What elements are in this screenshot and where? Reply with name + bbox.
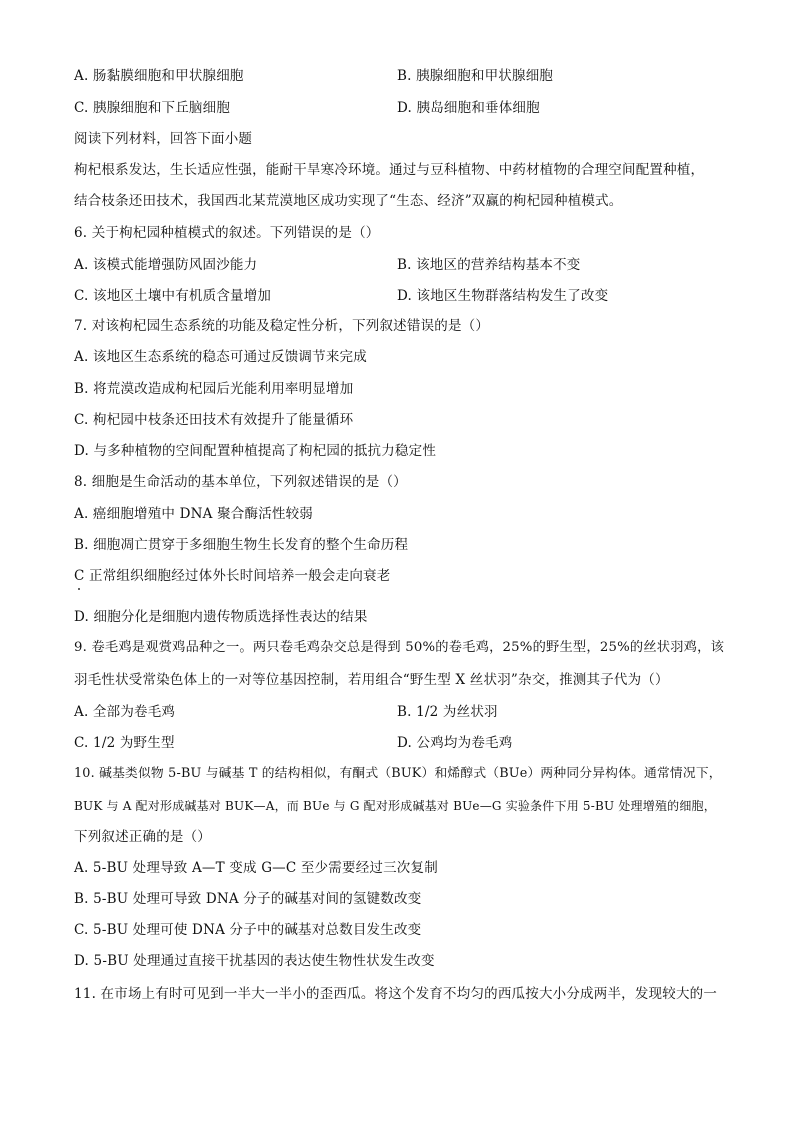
passage-line-1: 枸杞根系发达，生长适应性强，能耐干旱寒冷环境。通过与豆科植物、中药材植物的合理空间配置种植， <box>74 162 705 178</box>
q6-option-d: D. 该地区生物群落结构发生了改变 <box>397 288 609 304</box>
q9-stem-line-1: 9. 卷毛鸡是观赏鸡品种之一。两只卷毛鸡杂交总是得到 50%的卷毛鸡，25%的野生型，25%的丝状羽鸡，该 <box>74 640 725 655</box>
q5-option-a: A. 肠黏膜细胞和甲状腺细胞 <box>74 68 244 84</box>
q9-option-a: A. 全部为卷毛鸡 <box>74 704 176 720</box>
passage-intro: 阅读下列材料，回答下面小题 <box>74 131 253 147</box>
q9-option-b: B. 1/2 为丝状羽 <box>397 704 498 720</box>
q7-option-d: D. 与多种植物的空间配置种植提高了枸杞园的抵抗力稳定性 <box>74 443 437 459</box>
q5-option-d: D. 胰岛细胞和垂体细胞 <box>397 100 540 116</box>
q9-option-c: C. 1/2 为野生型 <box>74 735 175 751</box>
q7-option-c: C. 枸杞园中枝条还田技术有效提升了能量循环 <box>74 412 354 428</box>
q5-option-b: B. 胰腺细胞和甲状腺细胞 <box>397 68 554 84</box>
q7-option-a: A. 该地区生态系统的稳态可通过反馈调节来完成 <box>74 349 367 365</box>
q9-option-d: D. 公鸡均为卷毛鸡 <box>397 735 513 751</box>
q8-option-c: C 正常组织细胞经过体外长时间培养一般会走向衰老 <box>74 568 391 584</box>
q10-option-c: C. 5-BU 处理可使 DNA 分子中的碱基对总数目发生改变 <box>74 922 422 938</box>
q10-option-b: B. 5-BU 处理可导致 DNA 分子的碱基对间的氢键数改变 <box>74 891 422 907</box>
passage-line-2: 结合枝条还田技术，我国西北某荒漠地区成功实现了“生态、经济”双赢的枸杞园种植模式。 <box>74 193 623 209</box>
q8-option-a: A. 癌细胞增殖中 DNA 聚合酶活性较弱 <box>74 506 313 522</box>
stray-mark <box>78 588 80 590</box>
q7-stem: 7. 对该枸杞园生态系统的功能及稳定性分析，下列叙述错误的是（） <box>74 318 490 334</box>
q10-stem-line-1: 10. 碱基类似物 5-BU 与碱基 T 的结构相似，有酮式（BUK）和烯醇式（BUe）两种同分异构体。通常情况下， <box>74 766 722 781</box>
q8-option-b: B. 细胞凋亡贯穿于多细胞生物生长发育的整个生命历程 <box>74 537 409 553</box>
q6-stem: 6. 关于枸杞园种植模式的叙述。下列错误的是（） <box>74 225 380 241</box>
q11-stem-line-1: 11. 在市场上有时可见到一半大一半小的歪西瓜。将这个发育不均匀的西瓜按大小分成两半，发现较大的一 <box>74 986 718 1002</box>
q6-option-b: B. 该地区的营养结构基本不变 <box>397 257 581 273</box>
q9-stem-line-2: 羽毛性状受常染色体上的一对等位基因控制，若用组合“野生型 X 丝状羽”杂交，推测其子代为（） <box>74 672 669 688</box>
q6-option-a: A. 该模式能增强防风固沙能力 <box>74 257 258 273</box>
q10-option-d: D. 5-BU 处理通过直接干扰基因的表达使生物性状发生改变 <box>74 953 435 969</box>
q10-stem-line-3: 下列叙述正确的是（） <box>74 829 211 845</box>
q5-option-c: C. 胰腺细胞和下丘脑细胞 <box>74 100 231 116</box>
q6-option-c: C. 该地区土壤中有机质含量增加 <box>74 288 272 304</box>
q10-stem-line-2: BUK 与 A 配对形成碱基对 BUK—A，而 BUe 与 G 配对形成碱基对 BUe—G 实验条件下用 5-BU 处理增殖的细胞， <box>74 799 716 813</box>
q10-option-a: A. 5-BU 处理导致 A—T 变成 G—C 至少需要经过三次复制 <box>74 860 438 876</box>
q8-option-d: D. 细胞分化是细胞内遗传物质选择性表达的结果 <box>74 609 368 625</box>
q8-stem: 8. 细胞是生命活动的基本单位，下列叙述错误的是（） <box>74 474 407 490</box>
q7-option-b: B. 将荒漠改造成枸杞园后光能利用率明显增加 <box>74 381 354 397</box>
